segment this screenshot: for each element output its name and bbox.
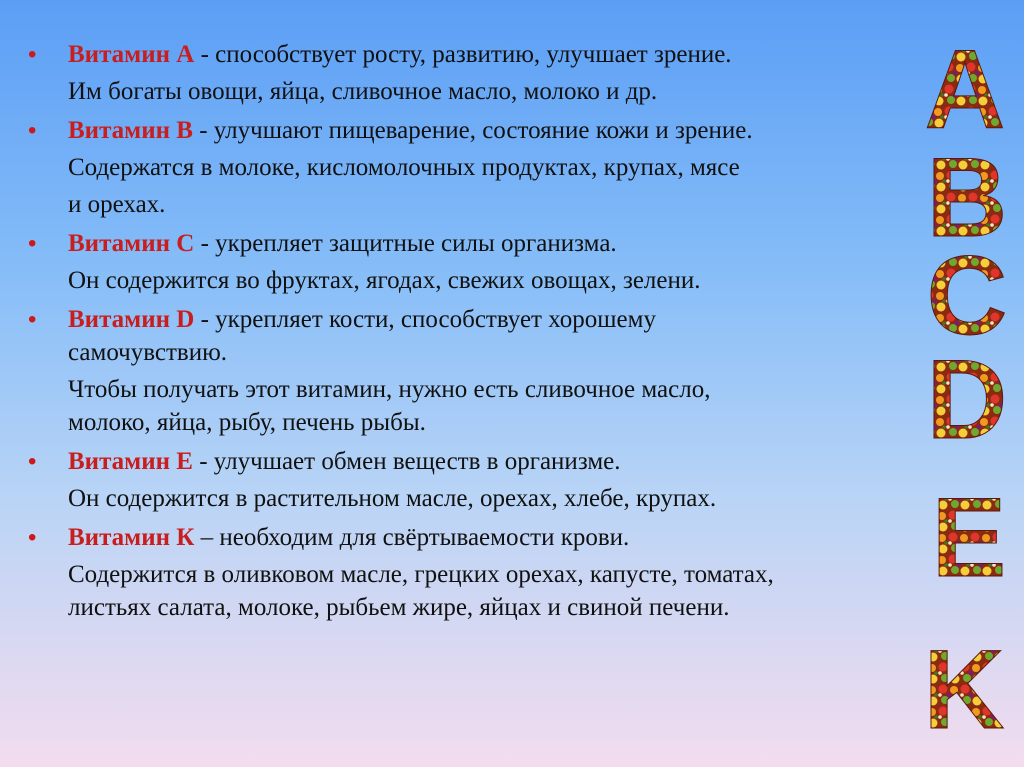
vitamin-name: Витамин D [68,306,195,333]
decor-letters [916,0,1016,767]
vitamin-sources: Чтобы получать этот витамин, нужно есть сливочное масло, [68,376,711,403]
vitamin-sources: Содержится в оливковом масле, грецких орехах, капусте, томатах, [68,561,774,588]
decor-letter: C [926,246,1008,342]
letter-d-graphic [924,350,1010,446]
vitamin-description: - улучшает обмен веществ в организме. [192,448,621,475]
vitamin-item-a [28,38,958,108]
vitamin-description: - способствует росту, развитию, улучшает зрение. [194,41,732,68]
vitamin-item-e [28,445,958,515]
letter-k-graphic [916,640,1005,736]
bullet: • [28,448,37,475]
bullet: • [28,306,37,333]
vitamin-item-d [28,303,958,439]
vitamin-description: – необходим для свёртываемости крови. [194,524,630,551]
vitamin-name: Витамин А [68,41,195,68]
letter-b-graphic [924,148,1010,244]
vitamin-sources: молоко, яйца, рыбу, печень рыбы. [68,409,426,436]
decor-letter: D [926,350,1008,446]
vitamin-sources: и орехах. [68,191,166,218]
vitamin-item-k [28,521,958,624]
bullet: • [28,524,37,551]
vitamin-name: Витамин К [68,524,195,551]
bullet: • [28,41,37,68]
letter-e-graphic [926,488,1012,584]
vitamin-sources: Содержатся в молоке, кисломолочных продуктах, крупах, мясе [68,154,740,181]
vitamin-name: Витамин Е [68,448,193,475]
vitamin-name: Витамин В [68,117,193,144]
bullet: • [28,117,37,144]
vitamin-description: - укрепляет кости, способствует хорошему [194,306,656,333]
vitamin-sources: Он содержится в растительном масле, орехах, хлебе, крупах. [68,485,717,512]
vitamin-sources: листьях салата, молоке, рыбьем жире, яйцах и свиной печени. [68,594,730,621]
vitamin-description: - улучшают пищеварение, состояние кожи и зрение. [192,117,753,144]
vitamin-sources: Он содержится во фруктах, ягодах, свежих овощах, зелени. [68,267,701,294]
decor-letter: B [926,148,1008,244]
letter-a-graphic [922,40,1008,136]
vitamin-item-b [28,114,958,221]
decor-letter: A [924,40,1006,136]
vitamin-description: - укрепляет защитные силы организма. [194,230,617,257]
vitamin-sources: Им богаты овощи, яйца, сливочное масло, молоко и др. [68,78,658,105]
letter-c-graphic [924,246,1010,342]
vitamin-list [28,38,958,624]
decor-letter: E [931,488,1007,584]
bullet: • [28,230,37,257]
vitamin-description-cont: самочувствию. [68,339,228,366]
decor-letter: K [923,640,1005,736]
vitamin-item-c [28,227,958,297]
vitamin-name: Витамин С [68,230,195,257]
